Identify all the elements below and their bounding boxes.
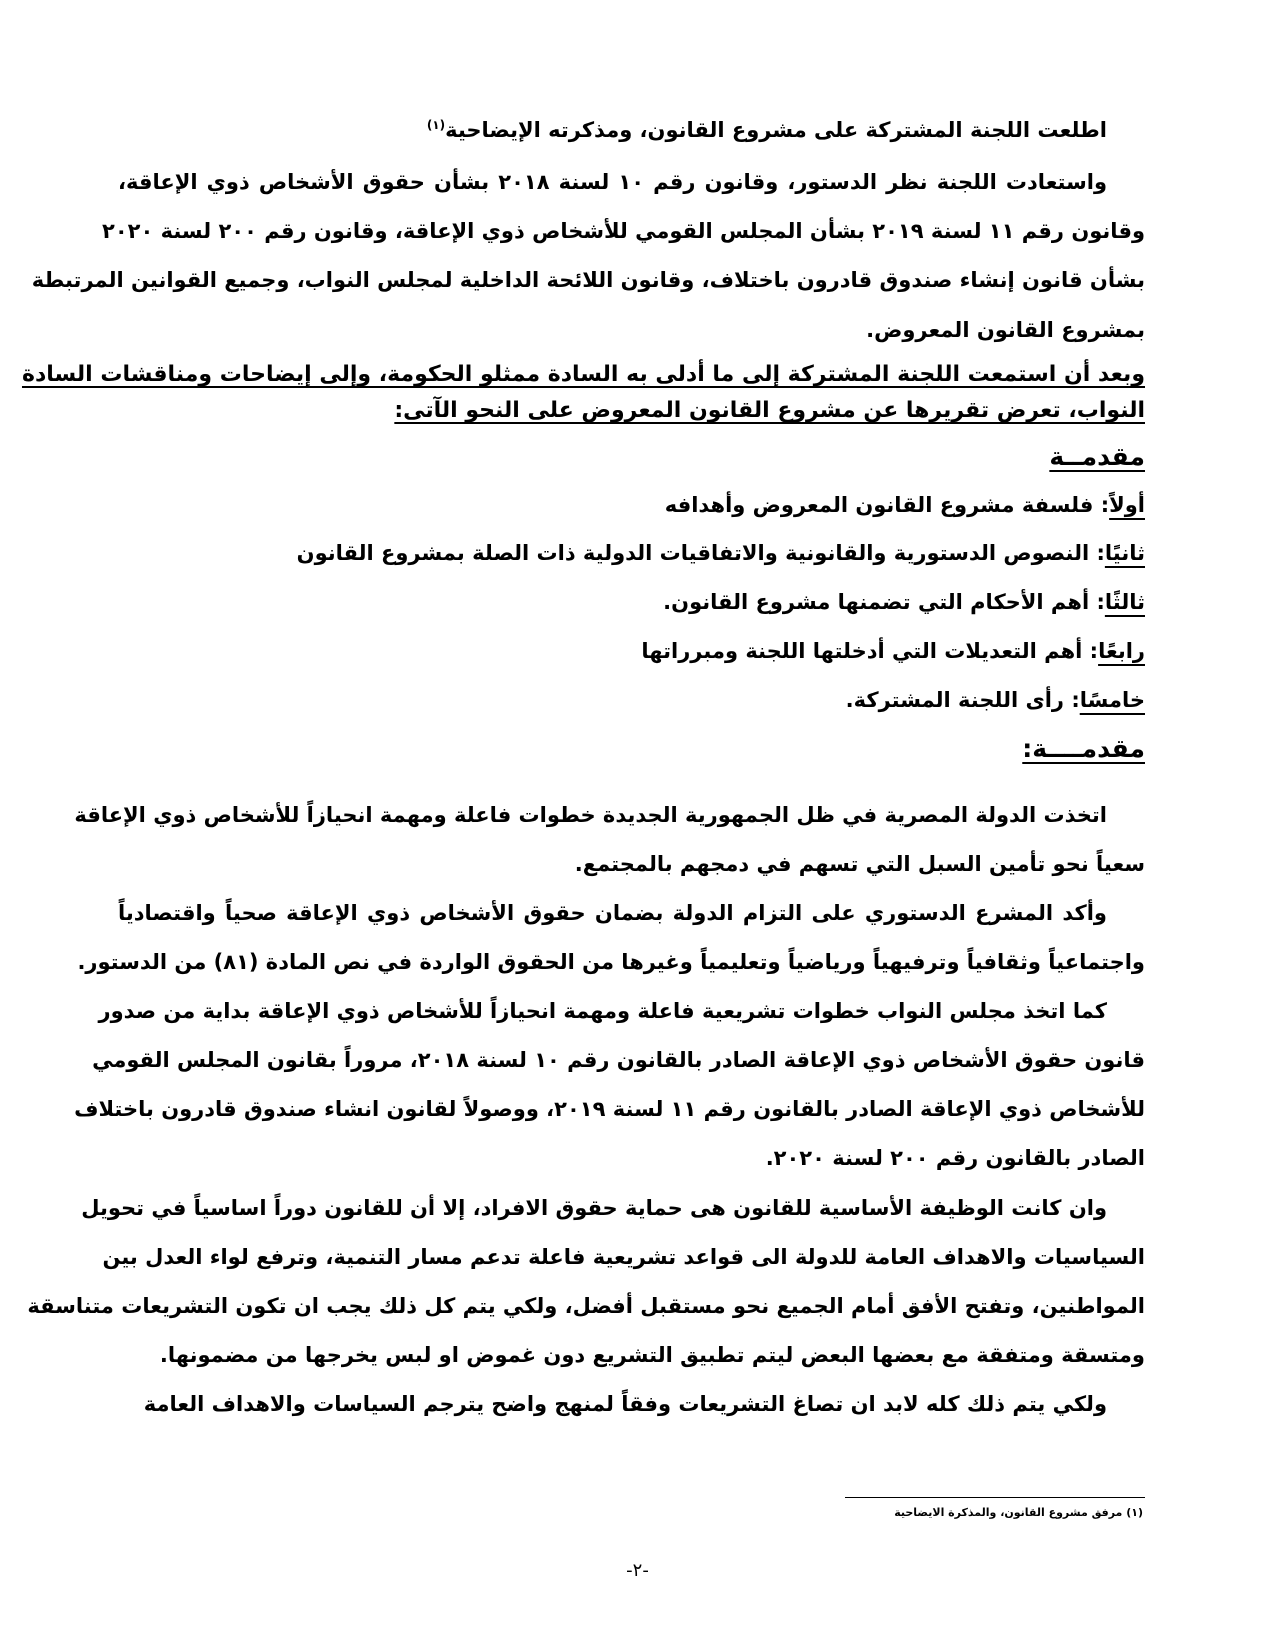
hearing-line-1: وبعد أن استمعت اللجنة المشتركة إلى ما أدلى به السادة ممثلو الحكومة، وإلى إيضاحات ومناقشات السادة: [21, 362, 1145, 387]
page-number: -٢-: [626, 1560, 649, 1581]
p3-line-2: قانون حقوق الأشخاص ذوي الإعاقة الصادر بالقانون رقم ١٠ لسنة ٢٠١٨، مروراً بقانون المجلس القومي: [92, 1048, 1145, 1072]
toc-item-text: : أهم الأحكام التي تضمنها مشروع القانون.: [663, 590, 1105, 614]
p1-line-2: سعياً نحو تأمين السبل التي تسهم في دمجهم بالمجتمع.: [574, 852, 1145, 876]
intro-line-4: بشأن قانون إنشاء صندوق قادرون باختلاف، وقانون اللائحة الداخلية لمجلس النواب، وجميع القوانين المرتبطة: [31, 268, 1145, 292]
footnote: [894, 1506, 1143, 1519]
p3-line-3: للأشخاص ذوي الإعاقة الصادر بالقانون رقم ١١ لسنة ٢٠١٩، ووصولاً لقانون انشاء صندوق قادرون باختلاف: [74, 1097, 1145, 1121]
toc-item-1: [665, 493, 1145, 518]
p4-line-2: السياسيات والاهداف العامة للدولة الى قواعد تشريعية فاعلة تدعم مسار التنمية، وترفع لواء العدل بين: [102, 1245, 1145, 1269]
toc-item-2: [297, 541, 1145, 566]
intro-text: اطلعت اللجنة المشتركة على مشروع القانون، ومذكرته الإيضاحية: [445, 118, 1107, 142]
footnote-number: (١): [1126, 1506, 1143, 1519]
intro-line-2: واستعادت اللجنة نظر الدستور، وقانون رقم ١٠ لسنة ٢٠١٨ بشأن حقوق الأشخاص ذوي الإعاقة،: [118, 170, 1108, 194]
toc-item-label: خامسًا: [1079, 688, 1145, 712]
p2-line-1: وأكد المشرع الدستوري على التزام الدولة بضمان حقوق الأشخاص ذوي الإعاقة صحياً واقتصادياً: [118, 901, 1107, 925]
p2-line-2: واجتماعياً وثقافياً وترفيهياً ورياضياً وتعليمياً وغيرها من الحقوق الواردة في نص المادة (٨١) من الدستور.: [77, 950, 1145, 974]
p4-line-3: المواطنين، وتفتح الأفق أمام الجميع نحو مستقبل أفضل، ولكي يتم كل ذلك يجب ان تكون التشريعات متناسقة: [27, 1294, 1145, 1318]
toc-item-label: رابعًا: [1098, 639, 1145, 663]
p3-line-1: كما اتخذ مجلس النواب خطوات تشريعية فاعلة ومهمة انحيازاً للأشخاص ذوي الإعاقة بداية من صدور: [98, 999, 1107, 1023]
toc-item-label: ثانيًا: [1104, 541, 1145, 565]
toc-item-label: ثالثًا: [1104, 590, 1145, 614]
intro-line-1: [427, 118, 1107, 143]
toc-heading: مقدمــة: [1049, 442, 1145, 471]
footnote-text: مرفق مشروع القانون، والمذكرة الايضاحية: [894, 1506, 1123, 1519]
footnote-reference[interactable]: (١): [426, 118, 446, 132]
toc-item-4: [641, 639, 1145, 664]
p3-line-4: الصادر بالقانون رقم ٢٠٠ لسنة ٢٠٢٠.: [765, 1146, 1145, 1170]
toc-item-text: : النصوص الدستورية والقانونية والاتفاقيات الدولية ذات الصلة بمشروع القانون: [296, 541, 1105, 565]
hearing-line-2: النواب، تعرض تقريرها عن مشروع القانون المعروض على النحو الآتى:: [394, 398, 1145, 423]
intro-line-5: بمشروع القانون المعروض.: [866, 318, 1145, 342]
toc-item-text: : أهم التعديلات التي أدخلتها اللجنة ومبرراتها: [641, 639, 1099, 663]
intro-line-3: وقانون رقم ١١ لسنة ٢٠١٩ بشأن المجلس القومي للأشخاص ذوي الإعاقة، وقانون رقم ٢٠٠ لسنة ٢٠٢٠: [102, 219, 1145, 243]
p5-line-1: ولكي يتم ذلك كله لابد ان تصاغ التشريعات وفقاً لمنهج واضح يترجم السياسات والاهداف العامة: [143, 1392, 1107, 1416]
p1-line-1: اتخذت الدولة المصرية في ظل الجمهورية الجديدة خطوات فاعلة ومهمة انحيازاً للأشخاص ذوي الإعاقة: [74, 803, 1107, 827]
section-heading: مقدمــــة:: [1022, 734, 1145, 763]
toc-item-5: [846, 688, 1145, 713]
footnote-divider: [845, 1497, 1145, 1498]
toc-item-label: أولاً: [1109, 493, 1145, 517]
p4-line-1: وان كانت الوظيفة الأساسية للقانون هى حماية حقوق الافراد، إلا أن للقانون دوراً اساسياً في تحويل: [81, 1196, 1107, 1220]
toc-item-text: : رأى اللجنة المشتركة.: [845, 688, 1080, 712]
toc-item-3: [663, 590, 1145, 615]
toc-item-text: : فلسفة مشروع القانون المعروض وأهدافه: [664, 493, 1110, 517]
p4-line-4: ومتسقة ومتفقة مع بعضها البعض ليتم تطبيق التشريع دون غموض او لبس يخرجها من مضمونها.: [159, 1343, 1145, 1367]
